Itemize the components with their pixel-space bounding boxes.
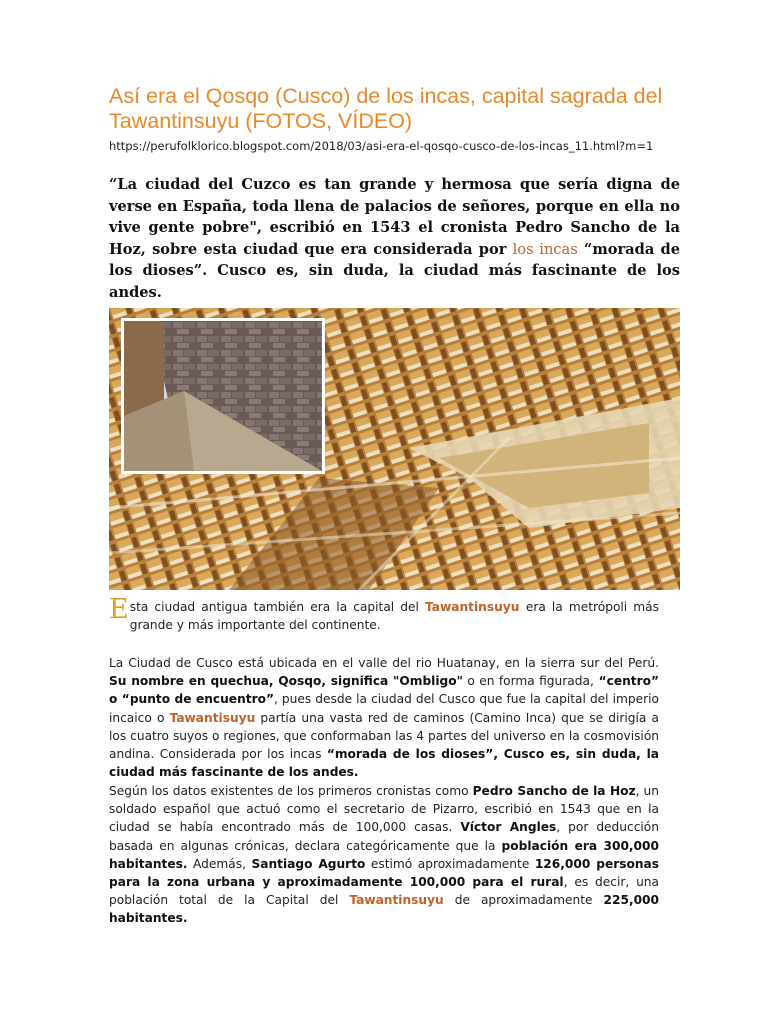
- tawantinsuyu-link-1[interactable]: Tawantinsuyu: [425, 600, 526, 614]
- stone-wall-photo: [121, 318, 325, 474]
- para3-text-4: Además,: [187, 856, 252, 871]
- para3-text-3: , por deducción basada en algunas crónicas, declara categóricamente que la: [109, 820, 659, 853]
- para3-bold-1: Pedro Sancho de la Hoz: [472, 784, 636, 798]
- para3-text-7: de aproximadamente: [443, 893, 604, 908]
- paragraph-capital: [109, 594, 659, 634]
- los-incas-link[interactable]: los incas: [512, 240, 578, 258]
- article-title: Así era el Qosqo (Cusco) de los incas, capital sagrada del Tawantinsuyu (FOTOS, VÍDEO): [109, 84, 663, 133]
- para2-text-3: , pues desde la ciudad del Cusco que fue la capital del imperio incaico o: [109, 692, 659, 725]
- para1-text-2: era la metrópoli más grande y más importante del continente.: [129, 600, 659, 633]
- para2-text-4: partía una vasta red de caminos (Camino Inca) que se dirigía a los cuatro suyos o regiones, que conformaban las 4 partes del universo en la cosmovisión andina. Considerada por los incas: [109, 710, 659, 762]
- para3-bold-3: población era 300,000 habitantes.: [109, 838, 659, 871]
- paragraph-population: [109, 782, 659, 928]
- para2-text-1: La Ciudad de Cusco está ubicada en el valle del rio Huatanay, en la sierra sur del Perú.: [109, 656, 659, 670]
- tawantinsuyu-link-2[interactable]: Tawantinsuyu: [349, 893, 444, 908]
- para3-bold-4: Santiago Agurto: [251, 856, 366, 871]
- cusco-illustration: [109, 308, 680, 590]
- source-url[interactable]: https://perufolklorico.blogspot.com/2018/03/asi-era-el-qosqo-cusco-de-los-incas_11.html?m=1: [109, 139, 654, 153]
- para3-text-2: , un soldado español que actuó como el secretario de Pizarro, escribió en 1543 que en la ciudad se había encontrado más de 100,000 casas.: [109, 784, 659, 835]
- para2-bold-2: “centro” o “punto de encuentro”: [109, 674, 660, 707]
- para2-bold-3: “morada de los dioses”, Cusco es, sin duda, la ciudad más fascinante de los andes.: [109, 747, 659, 780]
- tawantisuyu-link[interactable]: Tawantisuyu: [169, 710, 256, 725]
- drop-cap: E: [109, 594, 129, 625]
- intro-quote: [109, 174, 680, 304]
- paragraph-location: [109, 654, 659, 781]
- para3-bold-6: 225,000 habitantes.: [109, 893, 660, 926]
- para3-text-6: , es decir, una población total de la Capital del: [109, 875, 659, 908]
- para3-text-5: estimó aproximadamente: [365, 856, 535, 871]
- para2-bold-1: Su nombre en quechua, Qosqo, significa "Ombligo": [109, 674, 463, 689]
- para3-bold-5: 126,000 personas para la zona urbana y aproximadamente 100,000 para el rural: [109, 856, 659, 890]
- para3-bold-2: Víctor Angles: [460, 820, 557, 835]
- quote-text-1: “La ciudad del Cuzco es tan grande y hermosa que sería digna de verse en España, toda llena de palacios de señores, porque en ella no vive gente pobre", escribió en 1543 el cronista Pedro Sancho de la Hoz, sobre esta ciudad que era considerada por: [109, 176, 680, 258]
- para1-text-1: sta ciudad antigua también era la capital del: [129, 600, 426, 614]
- para3-text-1: Según los datos existentes de los primeros cronistas como: [109, 784, 473, 798]
- para2-text-2: o en forma figurada,: [462, 674, 594, 689]
- quote-text-2: “morada de los dioses”. Cusco es, sin duda, la ciudad más fascinante de los andes.: [109, 240, 680, 301]
